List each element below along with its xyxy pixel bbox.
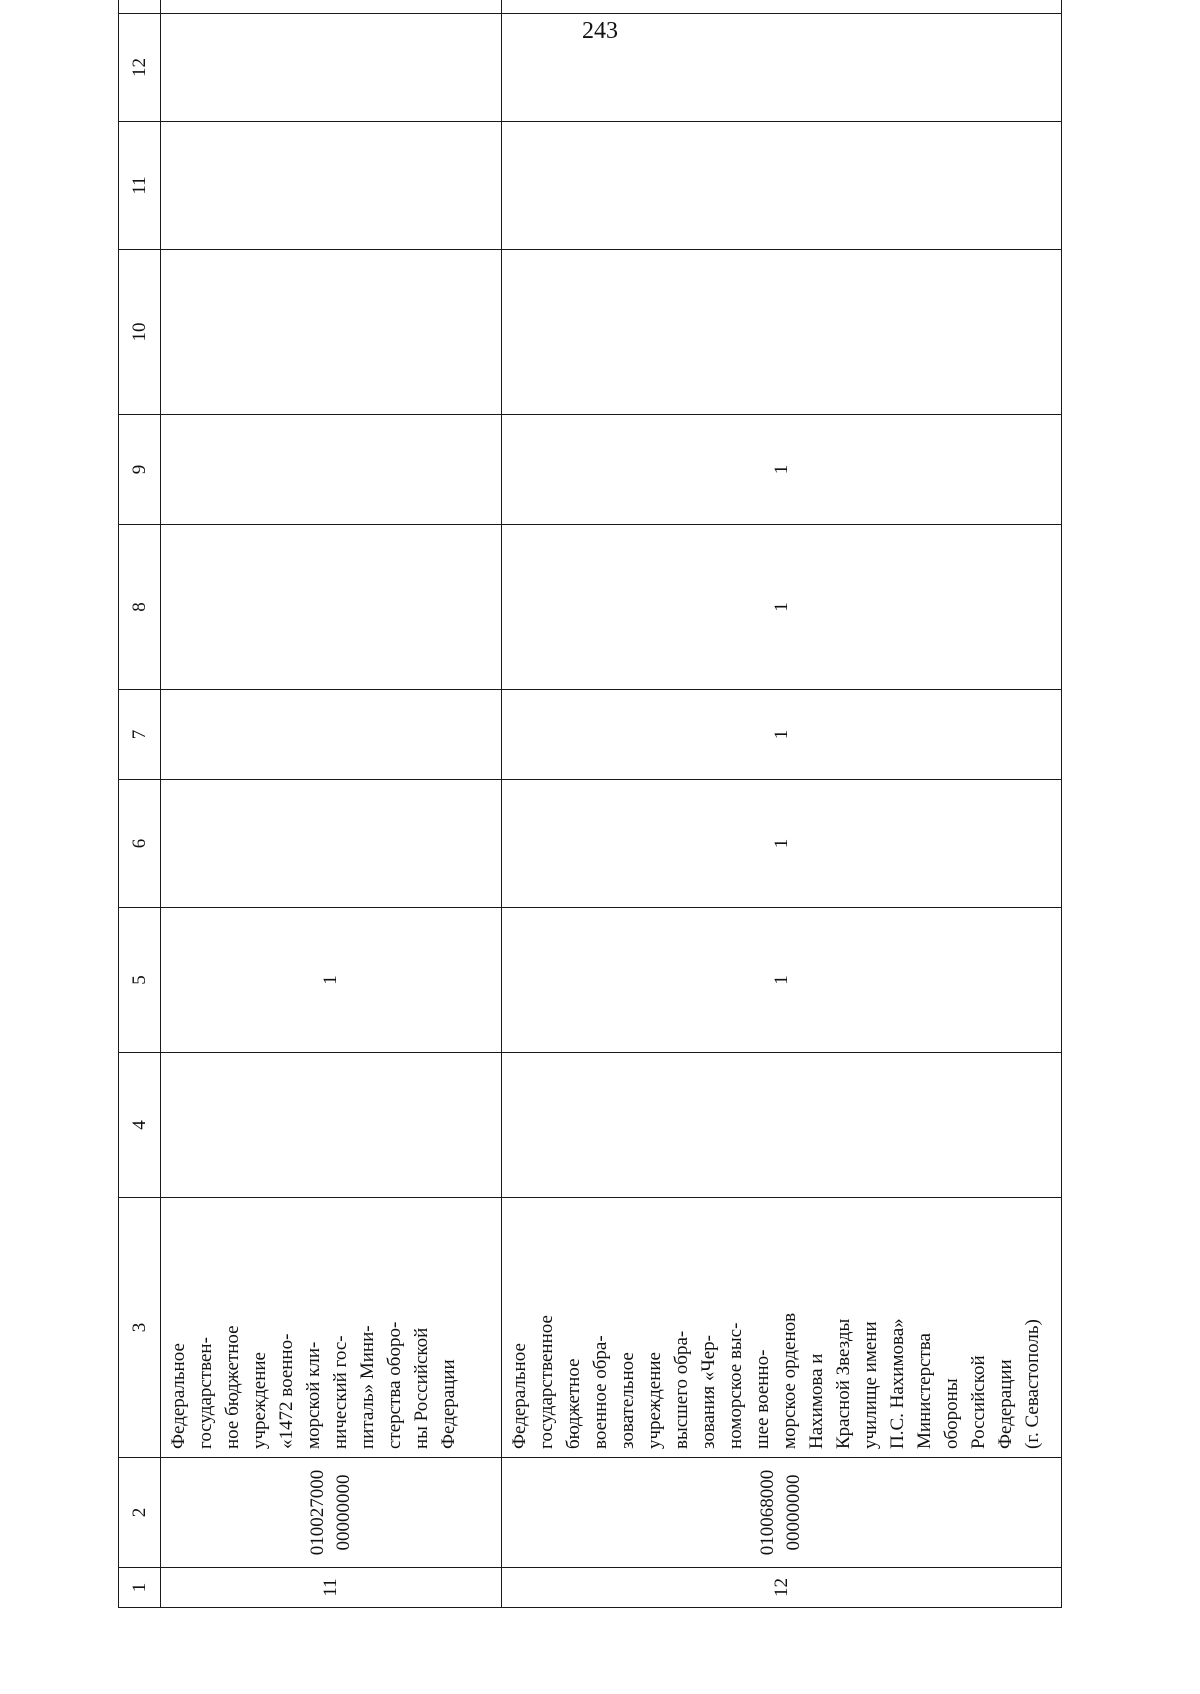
column-header: 3 xyxy=(119,1198,161,1458)
description-line: П.С. Нахимова» xyxy=(886,1318,908,1449)
value-cell-col5: 1 xyxy=(501,908,1061,1053)
description-line: (г. Севастополь) xyxy=(1021,1319,1043,1449)
value-cell-col4 xyxy=(161,1053,501,1198)
code-line: 010027000 xyxy=(306,1469,328,1556)
description-cell xyxy=(161,1198,501,1458)
description-line: Российской xyxy=(967,1355,989,1449)
column-header: 10 xyxy=(119,250,161,415)
column-header: 6 xyxy=(119,780,161,908)
column-header-row xyxy=(119,0,161,1608)
description-line: училище имени xyxy=(859,1321,881,1449)
description-line: стерства оборо- xyxy=(384,1321,406,1449)
column-header: 5 xyxy=(119,908,161,1053)
value-cell-col8: 1 xyxy=(501,525,1061,690)
column-header: 4 xyxy=(119,1053,161,1198)
description-line: Федеральное xyxy=(508,1343,530,1449)
code-line: 00000000 xyxy=(332,1474,354,1551)
value-cell-col9: 1 xyxy=(501,415,1061,525)
description-line: номорское выс- xyxy=(724,1322,746,1449)
page-number: 243 xyxy=(582,18,618,44)
value-cell-col6 xyxy=(161,780,501,908)
value-cell-col5: 1 xyxy=(161,908,501,1053)
value-cell-col7: 1 xyxy=(501,690,1061,780)
column-header: 8 xyxy=(119,525,161,690)
description-line: Федеральное xyxy=(168,1343,190,1449)
row-number-cell: 12 xyxy=(501,1568,1061,1608)
column-header: 1 xyxy=(119,1568,161,1608)
column-header: 2 xyxy=(119,1458,161,1568)
value-cell-col10 xyxy=(501,250,1061,415)
description-line: Федерации xyxy=(994,1359,1016,1449)
value-cell-col12 xyxy=(501,14,1061,122)
column-header: 12 xyxy=(119,14,161,122)
value-cell-col8 xyxy=(161,525,501,690)
table-row xyxy=(501,0,1061,1608)
value-cell-col13 xyxy=(161,0,501,14)
data-table xyxy=(118,0,1062,1608)
value-cell-col11 xyxy=(161,122,501,250)
value-cell-col11 xyxy=(501,122,1061,250)
table-row xyxy=(161,0,501,1608)
row-number-cell: 11 xyxy=(161,1568,501,1608)
value-cell-col9 xyxy=(161,415,501,525)
description-line: учреждение xyxy=(643,1352,665,1449)
code-cell xyxy=(501,1458,1061,1568)
description-line: бюджетное xyxy=(562,1358,584,1449)
code-line: 010068000 xyxy=(757,1469,779,1556)
description-line: зования «Чер- xyxy=(697,1335,719,1449)
description-line: военное обра- xyxy=(589,1335,611,1449)
description-line: учреждение xyxy=(249,1352,271,1449)
description-line: Красной Звезды xyxy=(832,1318,854,1449)
column-header xyxy=(119,0,161,14)
value-cell-col6: 1 xyxy=(501,780,1061,908)
description-line: «1472 военно- xyxy=(276,1333,298,1449)
description-line: государствен- xyxy=(195,1337,217,1449)
value-cell-col13 xyxy=(501,0,1061,14)
description-line: Федерации xyxy=(438,1359,460,1449)
description-cell xyxy=(501,1198,1061,1458)
description-line: Министерства xyxy=(913,1333,935,1449)
value-cell-col10 xyxy=(161,250,501,415)
column-header: 9 xyxy=(119,415,161,525)
description-line: морское орденов xyxy=(778,1312,800,1449)
value-cell-col4 xyxy=(501,1053,1061,1198)
rotated-table-sheet xyxy=(118,58,1062,1608)
value-cell-col7 xyxy=(161,690,501,780)
description-line: нический гос- xyxy=(330,1335,352,1449)
description-line: высшего обра- xyxy=(670,1330,692,1449)
column-header: 11 xyxy=(119,122,161,250)
description-line: морской кли- xyxy=(303,1341,325,1449)
description-line: зовательное xyxy=(616,1352,638,1449)
description-line: питаль» Мини- xyxy=(357,1325,379,1449)
column-header: 7 xyxy=(119,690,161,780)
description-line: ное бюджетное xyxy=(222,1325,244,1449)
description-line: ны Российской xyxy=(411,1327,433,1449)
code-line: 00000000 xyxy=(783,1474,805,1551)
code-cell xyxy=(161,1458,501,1568)
description-line: Нахимова и xyxy=(805,1353,827,1449)
value-cell-col12 xyxy=(161,14,501,122)
description-line: государственное xyxy=(535,1315,557,1449)
description-line: обороны xyxy=(940,1378,962,1449)
description-line: шее военно- xyxy=(751,1349,773,1449)
